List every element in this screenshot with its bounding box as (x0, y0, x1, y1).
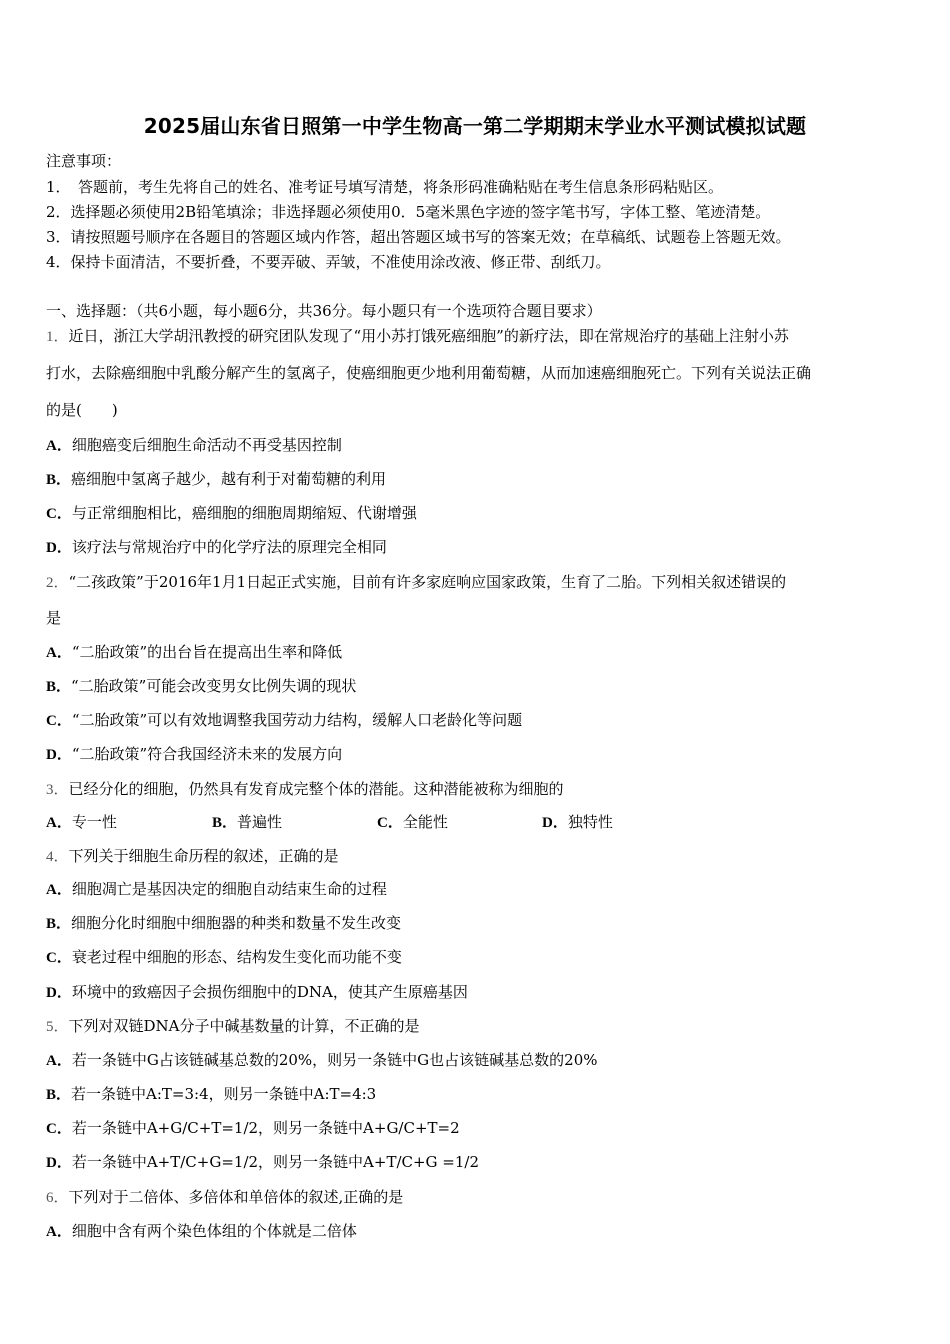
option-letter: C． (377, 815, 403, 831)
option (46, 1221, 357, 1242)
option (46, 913, 401, 934)
option-letter: A． (46, 438, 72, 454)
option-text: 普遍性 (237, 813, 283, 831)
question-number: 2． (46, 575, 69, 591)
question-stem (46, 846, 339, 867)
option (46, 744, 342, 765)
option (212, 812, 282, 833)
question-text: “二孩政策”于2016年1月1日起正式实施，目前有许多家庭响应国家政策，生育了二胎。下列相关叙述错误的 (68, 573, 787, 591)
question-number: 6． (46, 1190, 69, 1206)
option-text: 与正常细胞相比，癌细胞的细胞周期缩短、代谢增强 (71, 504, 417, 522)
notice-item: 3．请按照题号顺序在各题目的答题区域内作答，超出答题区域书写的答案无效；在草稿纸、试题卷上答题无效。 (46, 228, 791, 246)
option-text: 全能性 (402, 813, 448, 831)
question-text: 下列关于细胞生命历程的叙述，正确的是 (68, 847, 339, 865)
option-letter: B． (212, 815, 238, 831)
question-text: 下列对双链DNA分子中碱基数量的计算，不正确的是 (68, 1017, 420, 1035)
option (377, 812, 448, 833)
option-letter: A． (46, 1224, 72, 1240)
question-text: 已经分化的细胞，仍然具有发育成完整个体的潜能。这种潜能被称为细胞的 (68, 780, 564, 798)
option-letter: D． (46, 747, 72, 763)
question-stem (46, 1016, 420, 1037)
option-letter: B． (46, 916, 72, 932)
option-letter: B． (46, 472, 72, 488)
option-text: 细胞凋亡是基因决定的细胞自动结束生命的过程 (71, 880, 387, 898)
option-text: 细胞中含有两个染色体组的个体就是二倍体 (71, 1222, 357, 1240)
option-text: 环境中的致癌因子会损伤细胞中的DNA，使其产生原癌基因 (71, 983, 468, 1001)
option (46, 812, 117, 833)
option-text: 细胞分化时细胞中细胞器的种类和数量不发生改变 (71, 914, 402, 932)
question-text: 是 (46, 609, 62, 627)
question-stem (46, 326, 789, 347)
question-number: 1． (46, 329, 69, 345)
option-text: 若一条链中A:T=3:4，则另一条链中A:T=4:3 (71, 1085, 377, 1103)
question-text: 下列对于二倍体、多倍体和单倍体的叙述,正确的是 (68, 1188, 404, 1206)
option-letter: C． (46, 713, 72, 729)
option-text: 若一条链中G占该链碱基总数的20%，则另一条链中G也占该链碱基总数的20% (71, 1051, 598, 1069)
option (46, 537, 387, 558)
option-letter: B． (46, 1087, 72, 1103)
option-text: 癌细胞中氢离子越少，越有利于对葡萄糖的利用 (71, 470, 387, 488)
option-letter: A． (46, 815, 72, 831)
option (46, 947, 402, 968)
option-letter: B． (46, 679, 72, 695)
option-text: 专一性 (71, 813, 117, 831)
option-text: “二胎政策”可能会改变男女比例失调的现状 (71, 677, 357, 695)
question-text: 的是( ) (46, 401, 118, 419)
question-stem (46, 572, 786, 593)
option-text: “二胎政策”可以有效地调整我国劳动力结构，缓解人口老龄化等问题 (71, 711, 523, 729)
option (46, 435, 342, 456)
option (46, 879, 387, 900)
question-number: 4． (46, 849, 69, 865)
option (46, 710, 522, 731)
option-text: “二胎政策”的出台旨在提高出生率和降低 (71, 643, 343, 661)
option-text: “二胎政策”符合我国经济未来的发展方向 (71, 745, 343, 763)
option-text: 衰老过程中细胞的形态、结构发生变化而功能不变 (71, 948, 402, 966)
option-letter: C． (46, 1121, 72, 1137)
option-letter: D． (46, 1155, 72, 1171)
question-text: 打水，去除癌细胞中乳酸分解产生的氢离子，使癌细胞更少地利用葡萄糖，从而加速癌细胞死亡。下列有关说法正确 (46, 364, 812, 382)
option-text: 细胞癌变后细胞生命活动不再受基因控制 (71, 436, 342, 454)
option (46, 642, 342, 663)
option (46, 503, 417, 524)
option-letter: A． (46, 645, 72, 661)
notice-item: 2．选择题必须使用2B铅笔填涂；非选择题必须使用0．5毫米黑色字迹的签字笔书写，字体工整、笔迹清楚。 (46, 203, 771, 221)
option (46, 469, 386, 490)
option-letter: D． (46, 985, 72, 1001)
option (46, 982, 468, 1003)
option-text: 若一条链中A+G/C+T=1/2，则另一条链中A+G/C+T=2 (71, 1119, 460, 1137)
page-title: 2025届山东省日照第一中学生物高一第二学期期末学业水平测试模拟试题 (143, 114, 807, 138)
question-number: 3． (46, 782, 69, 798)
option-text: 若一条链中A+T/C+G=1/2，则另一条链中A+T/C+G =1/2 (71, 1153, 480, 1171)
option-letter: A． (46, 882, 72, 898)
question-stem (46, 1187, 403, 1208)
option (46, 676, 356, 697)
option-letter: D． (542, 815, 568, 831)
option-text: 该疗法与常规治疗中的化学疗法的原理完全相同 (71, 538, 387, 556)
option-letter: C． (46, 950, 72, 966)
question-stem (46, 779, 564, 800)
notice-heading: 注意事项： (46, 152, 122, 170)
option-letter: D． (46, 540, 72, 556)
section-heading: 一、选择题：（共6小题，每小题6分，共36分。每小题只有一个选项符合题目要求） (46, 302, 602, 320)
question-number: 5． (46, 1019, 69, 1035)
option (46, 1084, 376, 1105)
option-letter: A． (46, 1053, 72, 1069)
option-letter: C． (46, 506, 72, 522)
option-text: 独特性 (567, 813, 613, 831)
option-row (46, 812, 646, 832)
notice-item: 4．保持卡面清洁，不要折叠，不要弄破、弄皱，不准使用涂改液、修正带、刮纸刀。 (46, 253, 611, 271)
notice-item: 1． 答题前，考生先将自己的姓名、准考证号填写清楚，将条形码准确粘贴在考生信息条形码粘贴区。 (46, 178, 724, 196)
option (46, 1118, 460, 1139)
option (542, 812, 613, 833)
option (46, 1152, 479, 1173)
option (46, 1050, 598, 1071)
question-text: 近日，浙江大学胡汛教授的研究团队发现了“用小苏打饿死癌细胞”的新疗法，即在常规治疗的基础上注射小苏 (68, 327, 789, 345)
